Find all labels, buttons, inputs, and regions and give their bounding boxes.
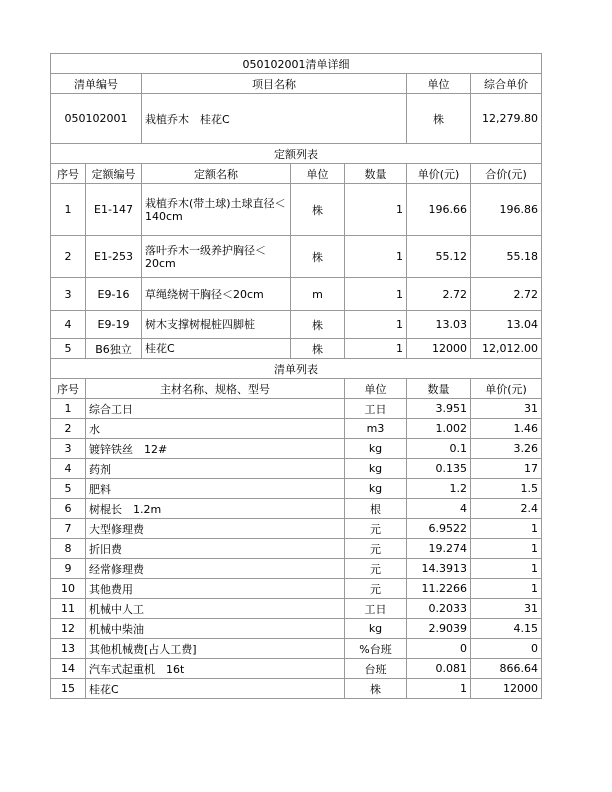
material-row-qty: 0.081 <box>407 659 471 679</box>
material-row <box>51 539 542 559</box>
material-row-unit: 元 <box>345 579 407 599</box>
quota-row-price: 13.03 <box>407 311 471 339</box>
material-row-no: 1 <box>51 399 86 419</box>
materials-header-no: 序号 <box>51 379 86 399</box>
quota-row-code: B6独立 <box>86 339 142 359</box>
material-row-price: 12000 <box>471 679 542 699</box>
material-row <box>51 499 542 519</box>
material-row-qty: 0.135 <box>407 459 471 479</box>
material-row-no: 8 <box>51 539 86 559</box>
quota-header-code: 定额编号 <box>86 164 142 184</box>
material-row-name: 综合工日 <box>86 399 345 419</box>
material-row-unit: 元 <box>345 519 407 539</box>
material-row-no: 15 <box>51 679 86 699</box>
material-row <box>51 679 542 699</box>
material-row-name: 树棍长 1.2m <box>86 499 345 519</box>
material-row-qty: 2.9039 <box>407 619 471 639</box>
material-row-unit: 株 <box>345 679 407 699</box>
quota-header-no: 序号 <box>51 164 86 184</box>
material-row-no: 6 <box>51 499 86 519</box>
quota-row-total: 12,012.00 <box>471 339 542 359</box>
material-row <box>51 579 542 599</box>
quota-section-row <box>51 144 542 164</box>
quota-row-qty: 1 <box>345 184 407 236</box>
materials-header-qty: 数量 <box>407 379 471 399</box>
material-row-unit: %台班 <box>345 639 407 659</box>
material-row-price: 31 <box>471 599 542 619</box>
material-row-qty: 0.2033 <box>407 599 471 619</box>
material-row-no: 9 <box>51 559 86 579</box>
material-row <box>51 559 542 579</box>
bill-code: 050102001 <box>51 94 142 144</box>
quota-row-unit: 株 <box>291 184 345 236</box>
material-row-name: 经常修理费 <box>86 559 345 579</box>
material-row-qty: 14.3913 <box>407 559 471 579</box>
quota-row <box>51 184 542 236</box>
material-row-no: 13 <box>51 639 86 659</box>
table-title: 050102001清单详细 <box>51 54 542 74</box>
bill-header-name: 项目名称 <box>142 74 407 94</box>
material-row-price: 2.4 <box>471 499 542 519</box>
quota-row-total: 13.04 <box>471 311 542 339</box>
quota-row-unit: m <box>291 278 345 311</box>
quota-row-qty: 1 <box>345 339 407 359</box>
quota-row-code: E1-253 <box>86 236 142 278</box>
material-row-qty: 6.9522 <box>407 519 471 539</box>
quota-header-unit: 单位 <box>291 164 345 184</box>
quota-row-name: 树木支撑树棍桩四脚桩 <box>142 311 291 339</box>
quota-row-price: 55.12 <box>407 236 471 278</box>
quota-row-total: 55.18 <box>471 236 542 278</box>
quota-row-no: 5 <box>51 339 86 359</box>
material-row <box>51 399 542 419</box>
quota-row-qty: 1 <box>345 236 407 278</box>
material-row <box>51 459 542 479</box>
quota-row-price: 12000 <box>407 339 471 359</box>
material-row-price: 17 <box>471 459 542 479</box>
quota-header-qty: 数量 <box>345 164 407 184</box>
material-row-price: 1 <box>471 539 542 559</box>
bill-header-unit: 单位 <box>407 74 471 94</box>
material-row-name: 汽车式起重机 16t <box>86 659 345 679</box>
material-row-qty: 11.2266 <box>407 579 471 599</box>
materials-header-row <box>51 379 542 399</box>
material-row-unit: 元 <box>345 539 407 559</box>
title-row <box>51 54 542 74</box>
quota-row-no: 2 <box>51 236 86 278</box>
material-row <box>51 599 542 619</box>
quota-header-total: 合价(元) <box>471 164 542 184</box>
bill-row <box>51 94 542 144</box>
material-row-price: 1 <box>471 559 542 579</box>
quota-row-name: 落叶乔木一级养护胸径＜20cm <box>142 236 291 278</box>
quota-row-price: 2.72 <box>407 278 471 311</box>
quota-row <box>51 339 542 359</box>
quota-row-total: 196.86 <box>471 184 542 236</box>
material-row-unit: 工日 <box>345 399 407 419</box>
material-row <box>51 639 542 659</box>
material-row-name: 机械中人工 <box>86 599 345 619</box>
material-row-name: 大型修理费 <box>86 519 345 539</box>
material-row-unit: 元 <box>345 559 407 579</box>
material-row-qty: 0.1 <box>407 439 471 459</box>
quota-header-row <box>51 164 542 184</box>
material-row <box>51 439 542 459</box>
material-row-price: 4.15 <box>471 619 542 639</box>
quota-row-total: 2.72 <box>471 278 542 311</box>
material-row-no: 3 <box>51 439 86 459</box>
material-row-unit: kg <box>345 479 407 499</box>
material-row-name: 其他费用 <box>86 579 345 599</box>
quota-header-name: 定额名称 <box>142 164 291 184</box>
material-row-unit: 根 <box>345 499 407 519</box>
material-row-price: 3.26 <box>471 439 542 459</box>
bill-header-price: 综合单价 <box>471 74 542 94</box>
quota-row <box>51 278 542 311</box>
quota-row-name: 草绳绕树干胸径＜20cm <box>142 278 291 311</box>
material-row-name: 镀锌铁丝 12# <box>86 439 345 459</box>
material-row-no: 11 <box>51 599 86 619</box>
material-row-price: 1.5 <box>471 479 542 499</box>
material-row-no: 5 <box>51 479 86 499</box>
quota-row-name: 桂花C <box>142 339 291 359</box>
quota-row-unit: 株 <box>291 236 345 278</box>
material-row-no: 2 <box>51 419 86 439</box>
material-row-name: 肥料 <box>86 479 345 499</box>
material-row-qty: 3.951 <box>407 399 471 419</box>
material-row <box>51 479 542 499</box>
material-row-qty: 1.002 <box>407 419 471 439</box>
material-row-name: 机械中柴油 <box>86 619 345 639</box>
materials-section-row <box>51 359 542 379</box>
material-row-name: 水 <box>86 419 345 439</box>
material-row <box>51 659 542 679</box>
material-row-name: 其他机械费[占人工费] <box>86 639 345 659</box>
quota-row-name: 栽植乔木(带土球)土球直径＜140cm <box>142 184 291 236</box>
quota-row-code: E9-16 <box>86 278 142 311</box>
quota-row-no: 4 <box>51 311 86 339</box>
quota-row-code: E1-147 <box>86 184 142 236</box>
quota-row-qty: 1 <box>345 278 407 311</box>
material-row-qty: 4 <box>407 499 471 519</box>
material-row-price: 1.46 <box>471 419 542 439</box>
material-row-unit: kg <box>345 459 407 479</box>
material-row-unit: kg <box>345 619 407 639</box>
quota-row-no: 1 <box>51 184 86 236</box>
material-row <box>51 619 542 639</box>
bill-detail-table <box>50 53 542 699</box>
material-row <box>51 419 542 439</box>
quota-row-price: 196.66 <box>407 184 471 236</box>
material-row-price: 31 <box>471 399 542 419</box>
material-row-no: 14 <box>51 659 86 679</box>
quota-row-unit: 株 <box>291 339 345 359</box>
quota-row-no: 3 <box>51 278 86 311</box>
material-row-name: 药剂 <box>86 459 345 479</box>
quota-row-code: E9-19 <box>86 311 142 339</box>
material-row-price: 866.64 <box>471 659 542 679</box>
bill-unit: 株 <box>407 94 471 144</box>
material-row-unit: 台班 <box>345 659 407 679</box>
bill-name: 栽植乔木 桂花C <box>142 94 407 144</box>
quota-row-qty: 1 <box>345 311 407 339</box>
material-row-price: 1 <box>471 579 542 599</box>
materials-header-name: 主材名称、规格、型号 <box>86 379 345 399</box>
quota-header-price: 单价(元) <box>407 164 471 184</box>
material-row-name: 折旧费 <box>86 539 345 559</box>
quota-row <box>51 311 542 339</box>
material-row-unit: kg <box>345 439 407 459</box>
material-row-no: 12 <box>51 619 86 639</box>
material-row-no: 4 <box>51 459 86 479</box>
materials-header-price: 单价(元) <box>471 379 542 399</box>
material-row-qty: 0 <box>407 639 471 659</box>
material-row-qty: 19.274 <box>407 539 471 559</box>
quota-row-unit: 株 <box>291 311 345 339</box>
materials-header-unit: 单位 <box>345 379 407 399</box>
bill-header-code: 清单编号 <box>51 74 142 94</box>
material-row-no: 10 <box>51 579 86 599</box>
material-row-name: 桂花C <box>86 679 345 699</box>
material-row-price: 0 <box>471 639 542 659</box>
quota-row <box>51 236 542 278</box>
materials-section-title: 清单列表 <box>51 359 542 379</box>
material-row-qty: 1.2 <box>407 479 471 499</box>
material-row <box>51 519 542 539</box>
material-row-unit: 工日 <box>345 599 407 619</box>
material-row-no: 7 <box>51 519 86 539</box>
material-row-qty: 1 <box>407 679 471 699</box>
bill-price: 12,279.80 <box>471 94 542 144</box>
material-row-unit: m3 <box>345 419 407 439</box>
quota-section-title: 定额列表 <box>51 144 542 164</box>
bill-header-row <box>51 74 542 94</box>
material-row-price: 1 <box>471 519 542 539</box>
